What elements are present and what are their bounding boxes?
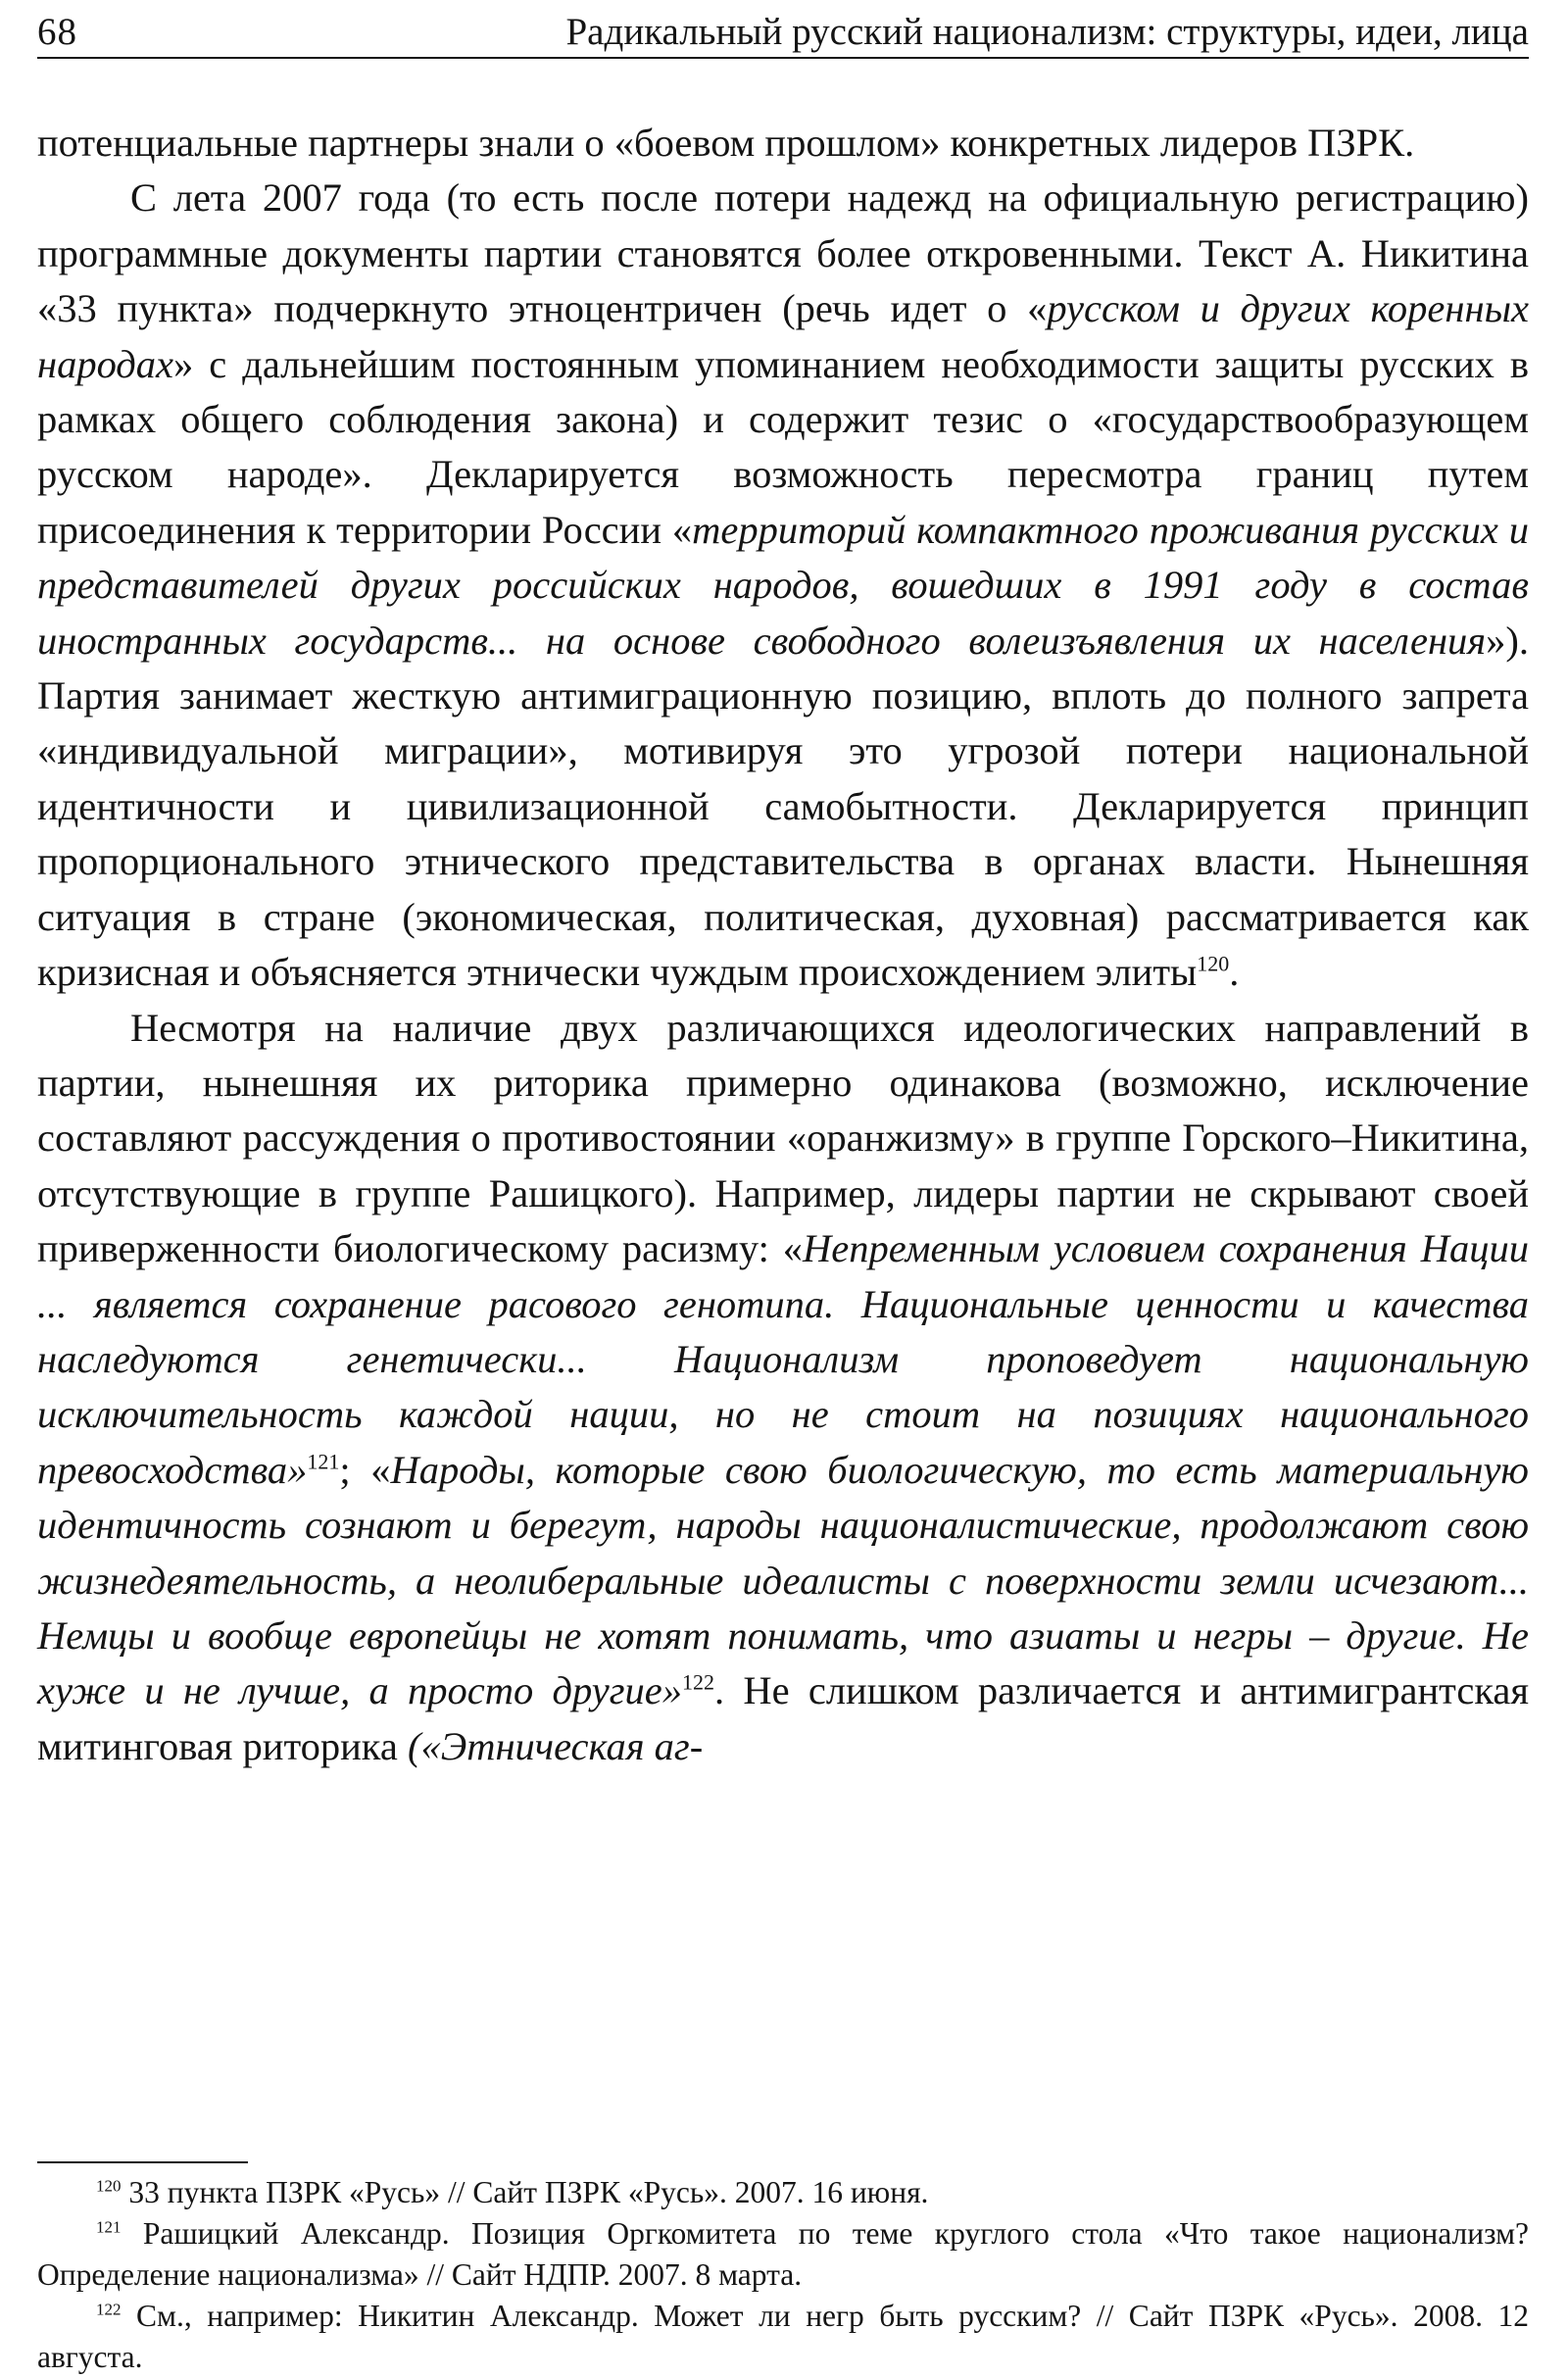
quote-italic: территорий компактного проживания русских и представителей других российских народов, вошедших в 1991 году в состав иностранных государств... на основе свободного волеизъявления их населения xyxy=(37,507,1529,663)
footnote-text: См., например: Никитин Александр. Может ли негр быть русским? // Сайт ПЗРК «Русь». 2008. 12 августа. xyxy=(37,2299,1530,2374)
paragraph-2 xyxy=(37,171,1529,1000)
paragraph-3 xyxy=(37,1001,1529,1775)
text-run: Несмотря на наличие двух различающихся идеологических направлений в партии, нынешняя их риторика примерно одинакова (возможно, исключение составляют рассуждения о противостоянии «оранжизму» в группе Горского–Никитина, отсутствующие в группе Рашицкого). Например, лидеры партии не скрывают своей приверженности биологическому расизму: « xyxy=(37,1005,1529,1271)
text-run: ; « xyxy=(339,1447,391,1492)
text-run: » с дальнейшим постоянным упоминанием необходимости защиты русских в рамках общего соблюдения закона) и содержит тезис о «государствообразующем русском народе». Декларируется возможность пересмотра границ путем присоединения к территории России « xyxy=(37,341,1529,552)
text-run: . xyxy=(1229,950,1240,995)
text-run: » xyxy=(662,1668,682,1713)
text-run: »). Партия занимает жесткую антимиграционную позицию, вплоть до полного запрета «индивидуальной миграции», мотивируя это угрозой потери национальной идентичности и цивилизационной самобытности. Декларируется принцип пропорционального этнического представительства в органах власти. Нынешняя ситуация в стране (экономическая, политическая, духовная) рассматривается как кризисная и объясняется этнически чуждым происхождением элиты xyxy=(37,618,1529,995)
page-number: 68 xyxy=(37,11,77,53)
footnote-text: 33 пункта ПЗРК «Русь» // Сайт ПЗРК «Русь». 2007. 16 июня. xyxy=(128,2175,929,2209)
running-title: Радикальный русский национализм: структуры, идеи, лица xyxy=(565,11,1529,53)
footnote-ref-122[interactable]: 122 xyxy=(681,1669,714,1695)
quote-italic: русском и других коренных народах xyxy=(37,286,1529,386)
book-page xyxy=(37,0,1530,2374)
quote-italic: Непременным условием сохранения Нации ... является сохранение расового генотипа. Национальные ценности и качества наследуются генетически... Национализм проповедует национальную исключительность каждой нации, но не стоит на позициях национального превосходства xyxy=(37,1226,1529,1492)
quote-italic: («Этническая аг- xyxy=(407,1723,704,1768)
text-run: » xyxy=(287,1447,308,1492)
footnotes xyxy=(37,2172,1529,2378)
footnote-number: 122 xyxy=(96,2300,122,2319)
running-header xyxy=(37,8,1529,59)
footnote-ref-120[interactable]: 120 xyxy=(1197,951,1230,976)
footnote-ref-121[interactable]: 121 xyxy=(307,1449,340,1474)
footnote-121 xyxy=(37,2213,1529,2296)
footnote-122 xyxy=(37,2296,1529,2378)
footnote-number: 120 xyxy=(96,2176,122,2196)
main-text xyxy=(37,116,1529,1774)
paragraph-1: потенциальные партнеры знали о «боевом прошлом» конкретных лидеров ПЗРК. xyxy=(37,121,1415,165)
text-run: С лета 2007 года (то есть после потери надежд на официальную регистрацию) программные документы партии становятся более откровенными. Текст А. Никитина «33 пункта» подчеркнуто этноцентричен (речь идет о « xyxy=(37,175,1529,331)
footnote-text: Рашицкий Александр. Позиция Оргкомитета по теме круглого стола «Что такое национализм? Определение национализма» // Сайт НДПР. 2007. 8 марта. xyxy=(37,2216,1530,2292)
quote-italic: Народы, которые свою биологическую, то есть материальную идентичность сознают и берегут, народы националистические, продолжают свою жизнедеятельность, а неолиберальные идеалисты с поверхности земли исчезают... Немцы и вообще европейцы не хотят понимать, что азиаты и негры – другие. Не хуже и не лучше, а просто другие xyxy=(37,1447,1529,1713)
footnote-120 xyxy=(37,2172,1529,2213)
text-run: . Не слишком различается и антимигрантская митинговая риторика xyxy=(37,1668,1529,1768)
footnote-divider xyxy=(37,2161,248,2163)
footnote-number: 121 xyxy=(96,2217,122,2237)
